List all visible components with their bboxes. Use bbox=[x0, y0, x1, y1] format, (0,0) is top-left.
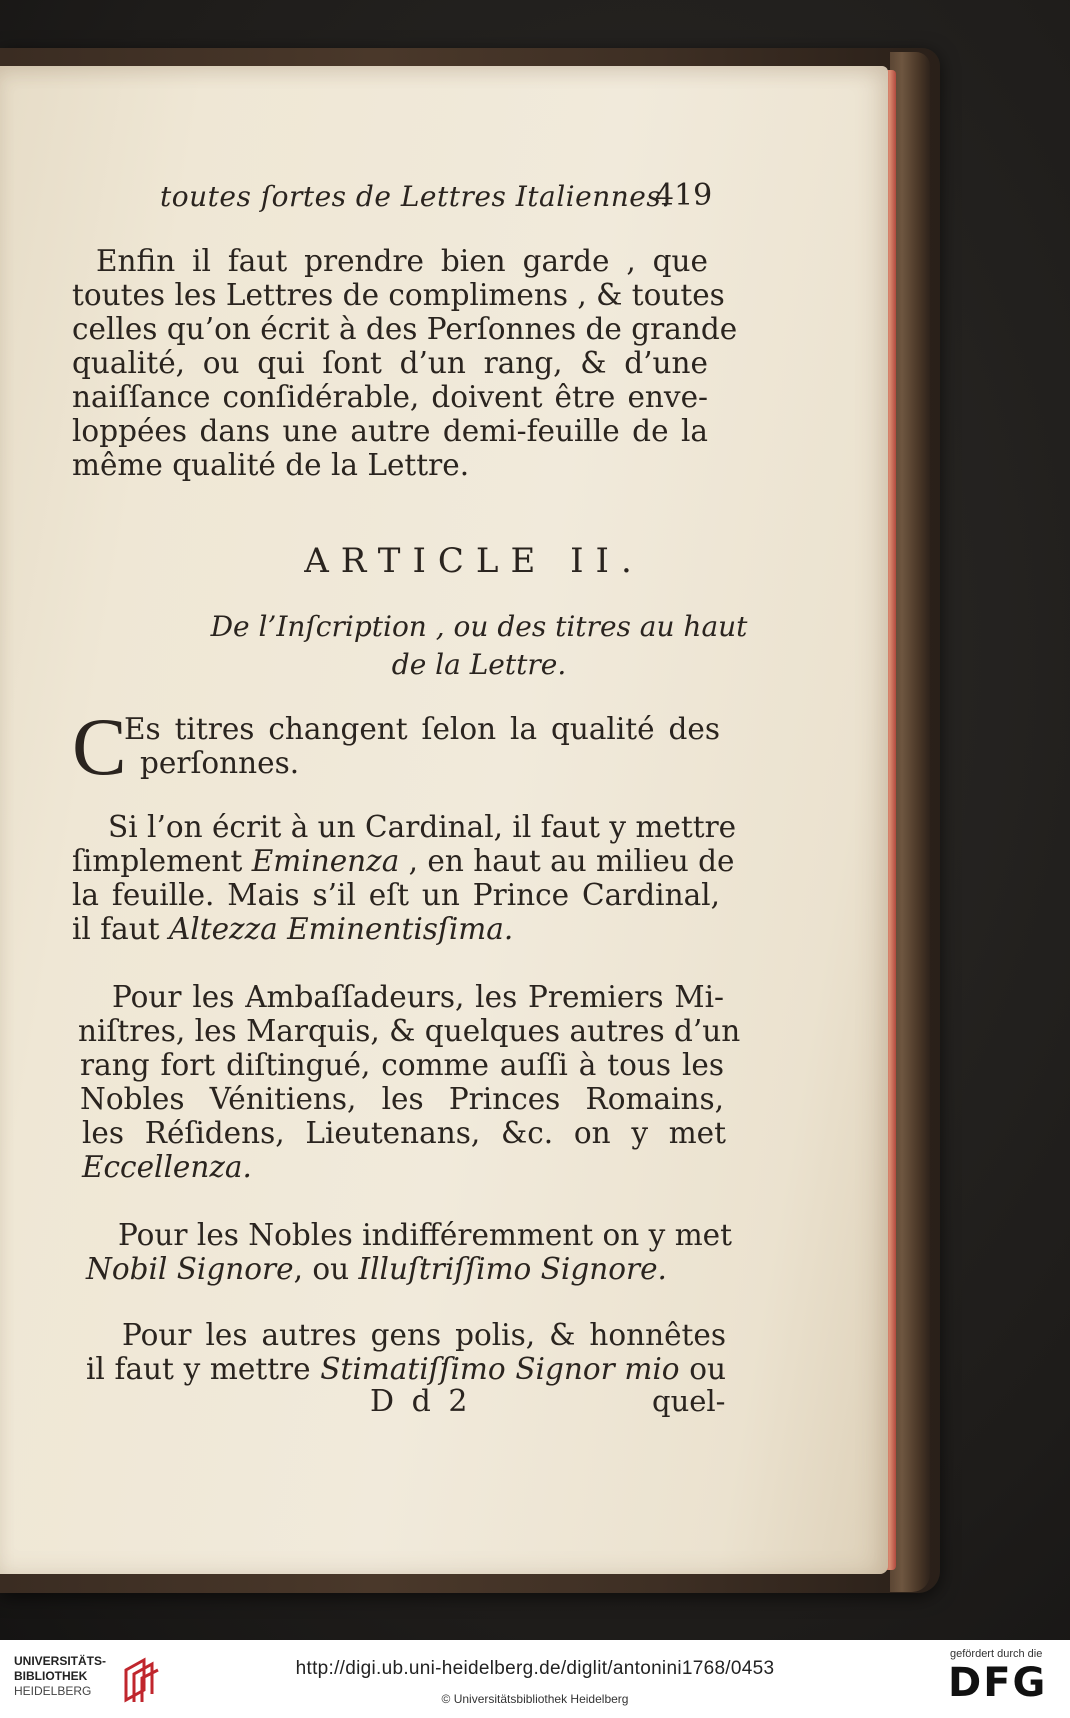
text-line bbox=[72, 844, 735, 878]
text-run: , en haut au milieu de bbox=[399, 844, 735, 878]
running-head: toutes ſortes de Lettres Italiennes. bbox=[160, 180, 671, 213]
text-run: , ou bbox=[293, 1252, 359, 1286]
text-line: Pour les Ambaſſadeurs, les Premiers Mi- bbox=[112, 980, 724, 1014]
text-line: Pour les autres gens polis, & honnêtes bbox=[122, 1318, 726, 1352]
page-text bbox=[0, 66, 888, 1574]
text-run: il faut bbox=[72, 912, 169, 946]
library-name-line3: HEIDELBERG bbox=[14, 1684, 92, 1698]
text-line bbox=[86, 1352, 726, 1386]
text-line: loppées dans une autre demi-feuille de la bbox=[72, 414, 708, 448]
text-run: ou bbox=[679, 1352, 726, 1386]
text-run: ſimplement bbox=[72, 844, 252, 878]
text-line: Enfin il faut prendre bien garde , que bbox=[96, 244, 708, 278]
drop-capital: C bbox=[72, 701, 127, 792]
text-line: qualité, ou qui ſont d’un rang, & d’une bbox=[72, 346, 708, 380]
text-line: niſtres, les Marquis, & quelques autres d’un bbox=[78, 1014, 741, 1048]
text-run: il faut y mettre bbox=[86, 1352, 321, 1386]
italic-run: Illuſtriſſimo Signore. bbox=[358, 1252, 667, 1286]
page-number: 419 bbox=[655, 178, 713, 213]
book-spine-edge bbox=[890, 52, 930, 1592]
italic-run: Altezza Eminentisſima. bbox=[168, 912, 514, 946]
footer-bar bbox=[0, 1640, 1070, 1718]
library-name-line2: BIBLIOTHEK bbox=[14, 1669, 88, 1683]
text-line: Nobles Vénitiens, les Princes Romains, bbox=[80, 1082, 724, 1116]
text-line bbox=[72, 912, 708, 946]
library-name-line1: UNIVERSITÄTS- bbox=[14, 1654, 107, 1668]
italic-run: Eminenza bbox=[251, 844, 400, 878]
italic-run: Nobil Signore bbox=[86, 1252, 294, 1286]
italic-run: Stimatiſſimo Signor mio bbox=[320, 1352, 680, 1386]
signature-mark: D d 2 bbox=[370, 1384, 472, 1419]
copyright-notice: © Universitätsbibliothek Heidelberg bbox=[441, 1692, 629, 1706]
text-line: Si l’on écrit à un Cardinal, il faut y mettre bbox=[108, 810, 737, 844]
text-line: la feuille. Mais s’il eſt un Prince Cardinal, bbox=[72, 878, 720, 912]
text-line: toutes les Lettres de complimens , & toutes bbox=[72, 278, 725, 312]
text-line: même qualité de la Lettre. bbox=[72, 448, 470, 482]
text-line: Eccellenza. bbox=[82, 1150, 252, 1184]
article-subtitle-line2: de la Lettre. bbox=[391, 648, 567, 681]
text-line: les Réſidens, Lieutenans, &c. on y met bbox=[82, 1116, 726, 1150]
article-subtitle-line1: De l’Inſcription , ou des titres au haut bbox=[210, 610, 748, 643]
text-line: celles qu’on écrit à des Perſonnes de grande bbox=[72, 312, 738, 346]
text-line: Es titres changent ſelon la qualité des bbox=[124, 712, 720, 746]
dfg-logo-text: DFG bbox=[948, 1660, 1048, 1706]
funder-note: gefördert durch die bbox=[950, 1648, 1043, 1660]
permalink-url[interactable]: http://digi.ub.uni-heidelberg.de/diglit/antonini1768/0453 bbox=[295, 1658, 775, 1679]
article-heading: ARTICLE II. bbox=[304, 541, 644, 581]
catchword: quel- bbox=[652, 1384, 726, 1418]
text-line bbox=[86, 1252, 722, 1286]
text-line: perſonnes. bbox=[140, 746, 300, 780]
text-line: naiſſance conſidérable, doivent être enve- bbox=[72, 380, 708, 414]
funder-logo[interactable] bbox=[944, 1648, 1056, 1706]
text-line: rang fort diſtingué, comme auſſi à tous les bbox=[80, 1048, 724, 1082]
text-line: Pour les Nobles indifféremment on y met bbox=[118, 1218, 732, 1252]
book-page bbox=[0, 66, 888, 1574]
